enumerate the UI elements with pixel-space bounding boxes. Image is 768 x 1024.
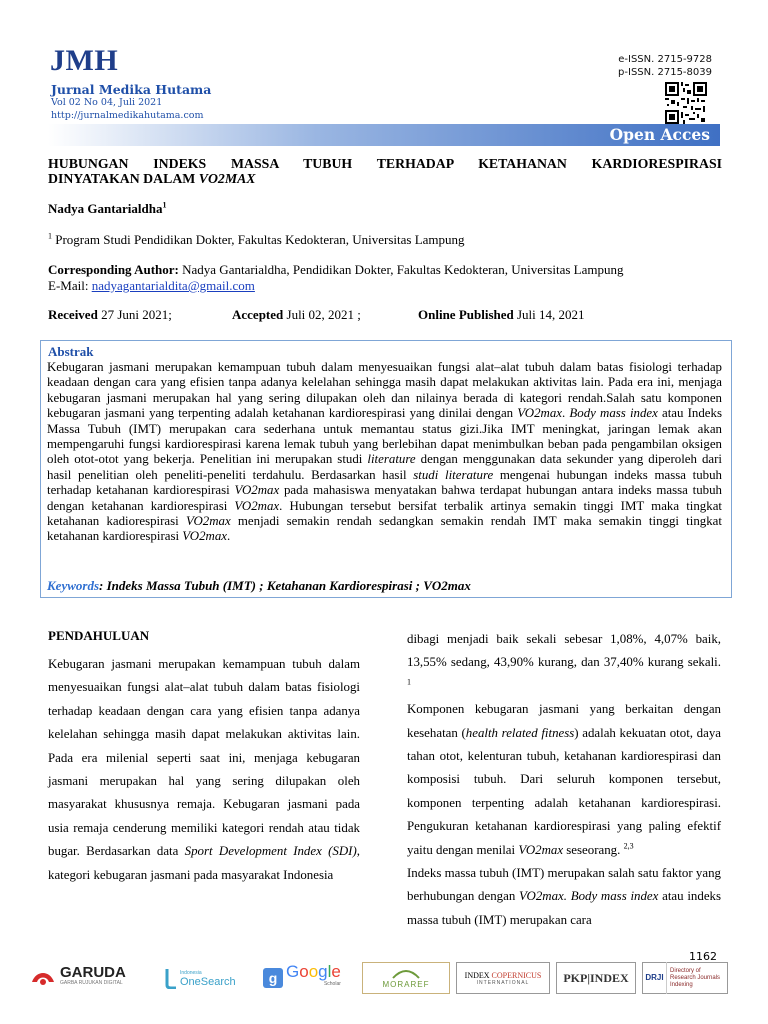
google-scholar-icon: g xyxy=(263,968,283,988)
moraref-logo[interactable]: MORAREF xyxy=(362,962,450,994)
open-access-label: Open Acces xyxy=(609,125,710,144)
qr-code-icon xyxy=(665,82,707,124)
published-date: Online Published Juli 14, 2021 xyxy=(418,307,585,322)
p-issn: p-ISSN. 2715-8039 xyxy=(618,67,712,78)
keywords: Keywords: Indeks Massa Tubuh (IMT) ; Ketahanan Kardiorespirasi ; VO2max xyxy=(47,578,471,593)
left-column-text: Kebugaran jasmani merupakan kemampuan tubuh dalam menyesuaikan fungsi alat–alat tubuh dalam batas fisiologi terhadap keadaan dengan cara yang efisien tanpa adanya kelelahan sehingga masih dapat melakukan aktivitas lain. Pada era milenial seperti saat ini, menjaga kebugaran jasmani merupakan hal yang sering dilupakan oleh masyarakat khususnya remaja. Kebugaran jasmani pada usia remaja cenderung memiliki kategori rendah atau tidak bugar. Berdasarkan data Sport Development Index (SDI), kategori kebugaran jasmani pada masyarakat Indonesia xyxy=(48,657,360,882)
onesearch-icon xyxy=(164,967,178,989)
email-link[interactable]: nadyagantarialdita@gmail.com xyxy=(91,278,255,293)
open-access-banner xyxy=(48,124,720,146)
corresponding-author: Corresponding Author: Nadya Gantarialdha, Pendidikan Dokter, Fakultas Kedokteran, Universitas Lampung E-Mail: nadyagantarialdita@gmail.com xyxy=(48,262,624,293)
google-letter: e xyxy=(331,962,341,981)
indexing-footer xyxy=(30,962,742,994)
section-heading: PENDAHULUAN xyxy=(48,628,150,643)
index-copernicus-logo[interactable]: INDEX COPERNICUS INTERNATIONAL xyxy=(456,962,550,994)
garuda-icon xyxy=(30,968,56,988)
affiliation: $^1$ Program Studi Pendidikan Dokter, Fakultas Kedokteran, Universitas Lampung xyxy=(48,231,465,247)
garuda-logo[interactable]: GARUDA GARBA RUJUKAN DIGITAL xyxy=(30,962,154,994)
journal-url[interactable]: http://jurnalmedikahutama.com xyxy=(51,110,204,121)
journal-name: Jurnal Medika Hutama xyxy=(51,82,212,97)
article-title-line1: HUBUNGAN INDEKS MASSA TUBUH TERHADAP KETAHANAN KARDIORESPIRASI xyxy=(48,156,722,171)
onesearch-logo[interactable]: Indonesia OneSearch xyxy=(164,962,256,994)
journal-volume: Vol 02 No 04, Juli 2021 xyxy=(51,97,163,108)
received-date: Received 27 Juni 2021; xyxy=(48,307,172,322)
author-name: Nadya Gantarialdha$^1$ xyxy=(48,200,167,216)
journal-logo: JMH xyxy=(50,44,119,77)
google-letter: l xyxy=(327,962,332,981)
page-number: 1162 xyxy=(689,950,717,963)
google-letter: o xyxy=(308,962,319,981)
abstract-heading: Abstrak xyxy=(48,344,94,359)
paragraph: Indeks massa tubuh (IMT) merupakan salah satu faktor yang berhubungan dengan VO2max. Body mass index atau indeks massa tubuh (IMT) merupakan cara xyxy=(407,866,722,927)
moraref-icon xyxy=(391,968,421,980)
right-column-text xyxy=(407,628,721,932)
e-issn: e-ISSN. 2715-9728 xyxy=(618,54,712,65)
paragraph: dibagi menjadi baik sekali sebesar 1,08%, 4,07% baik, 13,55% sedang, 43,90% kurang, dan 37,40% kurang sekali. $^1$ xyxy=(407,632,721,687)
pkp-index-logo[interactable]: PKP|INDEX xyxy=(556,962,636,994)
google-letter: G xyxy=(286,962,300,981)
article-title-line2: DINYATAKAN DALAM VO2MAX xyxy=(48,171,256,186)
abstract-text: Kebugaran jasmani merupakan kemampuan tubuh dalam menyesuaikan fungsi alat–alat tubuh dalam batas fisiologi terhadap keadaan dengan cara yang efisien tanpa adanya kelelahan sehingga masih dapat melakukan aktivitas lain. Pada era ini, menjaga kebugaran jasmani merupakan hal yang sering dilupakan oleh dan nilainya berada di kategori rendah.Salah satu komponen kebugaran jasmani yang terpenting adalah ketahanan kardiorespirasi yang dinilai dengan VO2max. Body mass index atau Indeks Massa Tubuh (IMT) merupakan cara sederhana untuk memantau status gizi.Jika IMT meningkat, jaringan lemak akan mempengaruhi fungsi kardiorespirasi karena lemak tubuh yang berlebihan dapat menimbulkan beban pada pengambilan oksigen oleh otot-otot yang bekerja. Penelitian ini merupakan studi literature dengan menggunakan data sekunder yang diperoleh dari hasil penelitian oleh peneliti-peneliti terdahulu. Berdasarkan hasil studi literature mengenai hubungan indeks massa tubuh terhadap ketahanan kardiorespirasi VO2max pada mahasiswa menyatakan bahwa terdapat hubungan antara indeks massa tubuh dengan ketahanan kardiorespirasi VO2max. Hubungan tersebut bersifat terbalik artinya semakin tinggi IMT maka tingkat ketahanan kadiorespirasi VO2max menjadi semakin rendah sedangkan semakin rendah IMT maka semakin tinggi tingkat ketahanan kardiorespirasi VO2max. xyxy=(47,360,723,544)
google-scholar-logo[interactable]: g Google Scholar xyxy=(263,962,355,994)
google-letter: o xyxy=(299,962,309,981)
google-letter: g xyxy=(318,962,328,981)
paragraph: Komponen kebugaran jasmani yang berkaitan dengan kesehatan (health related fitness) adalah kekuatan otot, daya tahan otot, kelenturan tubuh, ketahanan kardiorespirasi dan komposisi tubuh. Dari seluruh komponen tersebut, komponen terpenting adalah ketahanan kardiorespirasi. Pengukuran ketahanan kardiorespirasi yang paling efektif yaitu dengan menilai VO2max seseorang. $^{2,3}$ xyxy=(407,702,721,857)
drji-logo[interactable]: DRJI Directory of Research Journals Indexing xyxy=(642,962,728,994)
accepted-date: Accepted Juli 02, 2021 ; xyxy=(232,307,361,322)
